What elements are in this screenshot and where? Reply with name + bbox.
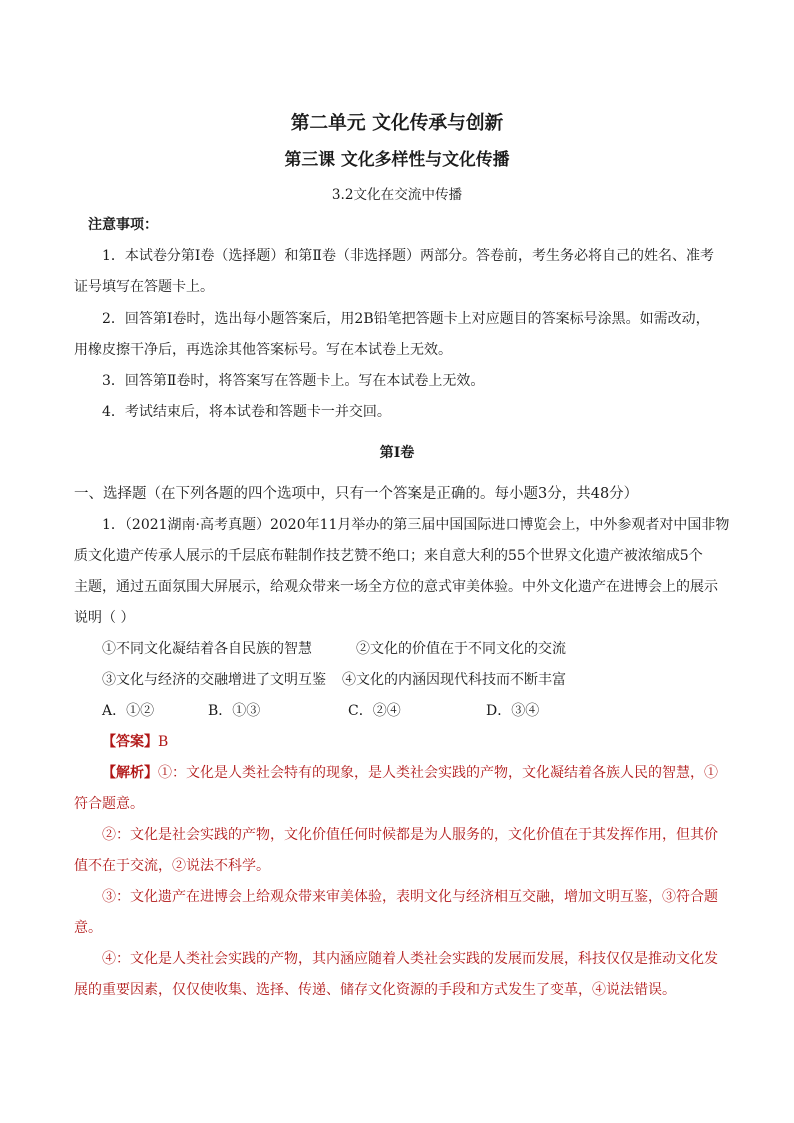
part-title: 第Ⅰ卷 (379, 445, 415, 461)
note-2-line-2: 用橡皮擦干净后，再选涂其他答案标号。写在本试卷上无效。 (74, 342, 452, 358)
question-1-line-1: 1．（2021湖南·高考真题）2020年11月举办的第三届中国国际进口博览会上，中外参观者对中国非物 (102, 517, 730, 533)
option-b: B．①③ (208, 703, 261, 719)
statement-2: ②文化的价值在于不同文化的交流 (356, 641, 566, 657)
lesson-title: 第三课 文化多样性与文化传播 (284, 149, 510, 169)
analysis-4-line-1: ④：文化是人类社会实践的产物，其内涵应随着人类社会实践的发展而发展，科技仅仅是推动文化发 (102, 951, 718, 967)
note-1-line-1: 1．本试卷分第Ⅰ卷（选择题）和第Ⅱ卷（非选择题）两部分。答卷前，考生务必将自己的姓名、准考 (102, 248, 714, 264)
answer-line (102, 731, 168, 751)
note-3: 3．回答第Ⅱ卷时，将答案写在答题卡上。写在本试卷上无效。 (102, 373, 485, 389)
statement-3: ③文化与经济的交融增进了文明互鉴 (102, 672, 326, 688)
section-intro: 一、选择题（在下列各题的四个选项中，只有一个答案是正确的。每小题3分，共48分） (74, 486, 639, 502)
statement-1: ①不同文化凝结着各自民族的智慧 (102, 641, 312, 657)
analysis-1-line-1 (102, 762, 718, 782)
analysis-3-line-2: 意。 (74, 920, 102, 936)
section-title: 3.2文化在交流中传播 (331, 187, 463, 203)
analysis-2-line-1: ②：文化是社会实践的产物，文化价值任何时候都是为人服务的，文化价值在于其发挥作用，但其价 (102, 827, 718, 843)
analysis-3-line-1: ③：文化遗产在进博会上给观众带来审美体验，表明文化与经济相互交融，增加文明互鉴，③符合题 (102, 889, 718, 905)
note-4: 4．考试结束后，将本试卷和答题卡一并交回。 (102, 404, 391, 420)
analysis-4-line-2: 展的重要因素，仅仅使收集、选择、传递、储存文化资源的手段和方式发生了变革，④说法错误。 (74, 982, 676, 998)
analysis-2-line-2: 值不在于交流，②说法不科学。 (74, 858, 270, 874)
statement-4: ④文化的内涵因现代科技而不断丰富 (342, 672, 566, 688)
note-1-line-2: 证号填写在答题卡上。 (74, 279, 214, 295)
option-d: D．③④ (486, 703, 540, 719)
question-1-line-4: 说明（ ） (74, 610, 135, 626)
option-a: A．①② (102, 703, 155, 719)
unit-title: 第二单元 文化传承与创新 (290, 112, 504, 134)
analysis-tag: 【解析】 (102, 765, 158, 781)
note-2-line-1: 2．回答第Ⅰ卷时，选出每小题答案后，用2B铅笔把答题卡上对应题目的答案标号涂黑。如需改动， (102, 311, 710, 327)
analysis-1-line-2: 符合题意。 (74, 796, 144, 812)
question-1-line-3: 主题，通过五面氛围大屏展示，给观众带来一场全方位的意式审美体验。中外文化遗产在进博会上的展示 (74, 579, 718, 595)
answer-value: B (158, 734, 169, 750)
analysis-1-text: ①：文化是人类社会特有的现象，是人类社会实践的产物，文化凝结着各族人民的智慧，① (158, 765, 718, 781)
option-c: C．②④ (348, 703, 401, 719)
question-1-line-2: 质文化遗产传承人展示的千层底布鞋制作技艺赞不绝口；来自意大利的55个世界文化遗产被浓缩成5个 (74, 548, 703, 564)
answer-tag: 【答案】 (102, 734, 158, 750)
notes-heading: 注意事项： (88, 217, 158, 233)
